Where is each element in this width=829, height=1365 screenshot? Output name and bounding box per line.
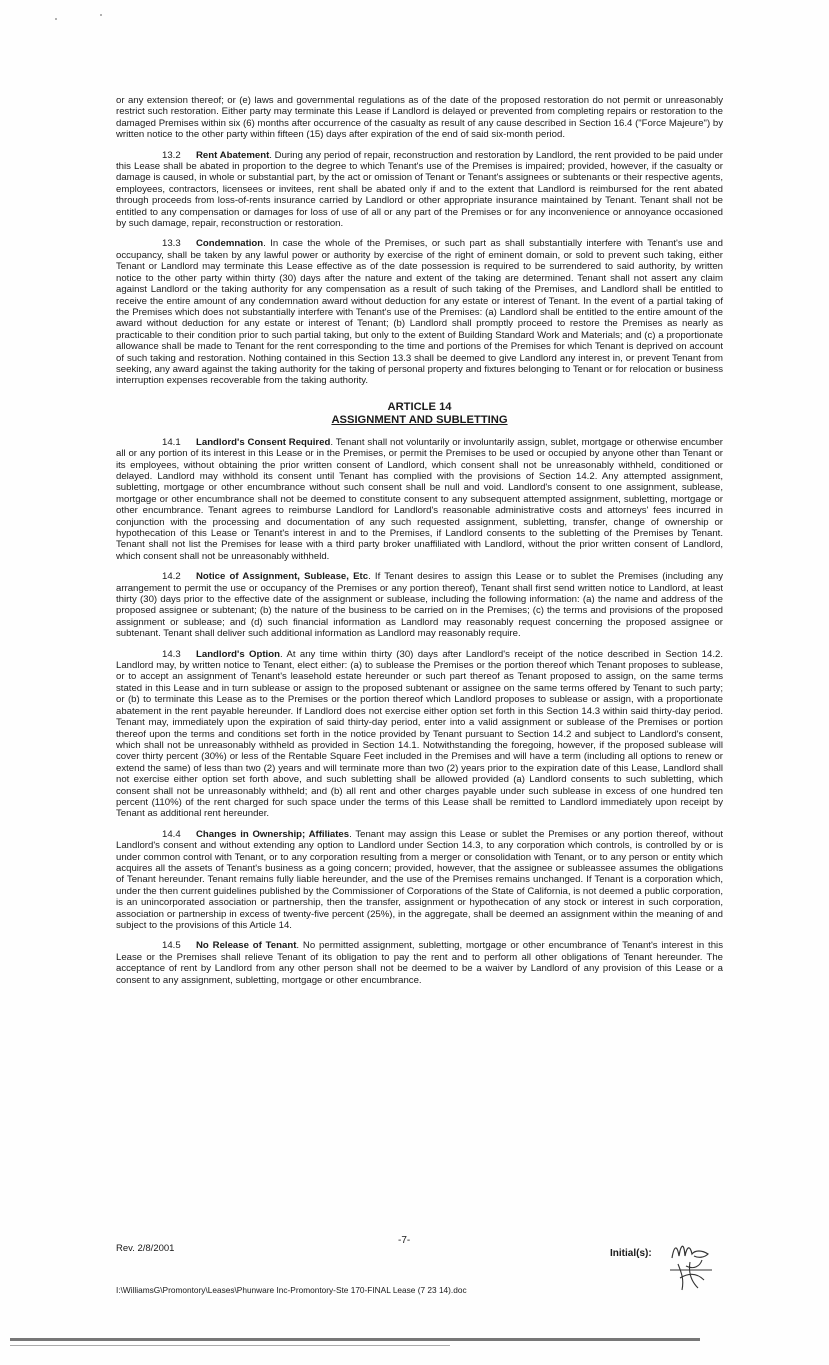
section-13-2: 13.2 Rent Abatement. During any period of repair, reconstruction and restoration by Landlord, the rent provided to be paid under this Lease shall be abated in proportion to the degree to which Tenant's use of the Premises is impaired; provided, however, if the casualty or damage is caused, in whole or substantial part, by the act or omission of Tenant or Tenant's assignees or subtenants or their respective agents, employees, contractors, licensees or invitees, rent shall be abated only if and to the extent that Landlord is reimbursed for the rent abated through proceeds from loss-of-rents insurance carried by Landlord or other appropriate insurance maintained by Tenant. Tenant shall not be entitled to any compensation or damages for loss of use of all or any part of the Premises or for any inconvenience or annoyance occasioned by such damage, repair, reconstruction or restoration. xyxy=(116,149,723,230)
article-heading xyxy=(116,401,723,427)
section-text: During any period of repair, reconstruction and restoration by Landlord, the rent provided to be paid under this Lease shall be abated in proportion to the degree to which Tenant's use of the Premises is impaired; provided, however, if the casualty or damage is caused, in whole or substantial part, by the act or omission of Tenant or Tenant's assignees or subtenants or their respective agents, employees, contractors, licensees or invitees, rent shall be abated only if and to the extent that Landlord is reimbursed for the rent abated through proceeds from loss-of-rents insurance carried by Landlord or other appropriate insurance maintained by Tenant. Tenant shall not be entitled to any compensation or damages for loss of use of all or any part of the Premises or for any inconvenience or annoyance occasioned by such damage, repair, reconstruction or restoration. xyxy=(116,149,723,230)
section-heading: No Release of Tenant xyxy=(196,940,297,952)
section-14-5: 14.5 No Release of Tenant. No permitted assignment, subletting, mortgage or other encumbrance of Tenant's interest in this Lease or the Premises shall relieve Tenant of its obligation to pay the rent and to perform all other obligations of Tenant hereunder. The acceptance of rent by Landlord from any other person shall not be deemed to be a waiver by Landlord of any provision of this Lease or a consent to any assignment, subletting, mortgage or other encumbrance. xyxy=(116,940,723,986)
section-heading: Landlord's Option xyxy=(196,648,280,660)
section-text: If Tenant desires to assign this Lease or to sublet the Premises (including any arrangement to permit the use or occupancy of the Premises or any portion thereof), Tenant shall first send written notice to Landlord, at least thirty (30) days prior to the effective date of the assignment or sublease, including the following information: (a) the name and address of the proposed assignee or subtenant; (b) the nature of the business to be carried on in the Premises; (c) the terms and provisions of the proposed assignment or sublease; and (d) such financial information as Landlord may reasonably request concerning the proposed assignee or subtenant. Tenant shall deliver such additional information as Landlord may reasonably require. xyxy=(116,571,723,640)
file-path: I:\WilliamsG\Promontory\Leases\Phunware Inc-Promontory-Ste 170-FINAL Lease (7 23 14).doc xyxy=(116,1285,467,1295)
section-number: 13.2 xyxy=(162,149,181,161)
section-text: Tenant may assign this Lease or sublet the Premises or any portion thereof, without Landlord's consent and without extending any option to Landlord under Section 14.3, to any corporation which controls, is controlled by or is under common control with Tenant, or to any corporation resulting from a merger or consolidation with Tenant, or to any person or entity which acquires all the assets of Tenant's business as a going concern; provided, however, that the assignee or subleassee assumes the obligations of Tenant hereunder. Tenant remains fully liable hereunder, and the use of the Premises remains unchanged. If Tenant is a corporation which, under the then current guidelines published by the Commissioner of Corporations of the State of California, is not deemed a public corporation, is an unincorporated association or partnership, then the transfer, assignment or hypothecation of any stock or interest in such corporation, association or partnership in excess of twenty-five percent (25%), in the aggregate, shall be deemed an assignment within the meaning of and subject to the provisions of this Article 14. xyxy=(116,828,723,931)
section-heading: Notice of Assignment, Sublease, Etc xyxy=(196,571,369,583)
section-text: In case the whole of the Premises, or such part as shall substantially interfere with Tenant's use and occupancy, shall be taken by any lawful power or authority by exercise of the right of eminent domain, or sold to prevent such taking, either Tenant or Landlord may terminate this Lease effective as of the date possession is required to be surrendered to said authority, by written notice to the other party within thirty (30) days after the nature and extent of the taking are determined. Tenant shall not assert any claim against Landlord or the taking authority for any compensation as a result of such taking of the Premises, and Landlord shall be entitled to receive the entire amount of any condemnation award without deduction for any estate or interest of Tenant. In the event of a partial taking of the Premises which does not substantially interfere with Tenant's use of the Premises: (a) Landlord shall be entitled to the entire amount of the award without deduction for any estate or interest of Tenant; (b) Landlord shall promptly proceed to restore the Premises as nearly as practicable to their condition prior to such partial taking, but only to the extent of Building Standard Work and Materials; and (c) a proportionate allowance shall be made to Tenant for the rent corresponding to the time and portions of the Premises for which Tenant is deprived on account of such taking and restoration. Nothing contained in this Section 13.3 shall be deemed to give Landlord any interest in, or prevent Tenant from seeking, any award against the taking authority for the taking of personal property and fixtures belonging to Tenant or for relocation or business interruption expenses recoverable from the taking authority. xyxy=(116,238,723,387)
section-heading: Landlord's Consent Required xyxy=(196,436,331,448)
section-heading: Rent Abatement xyxy=(196,149,270,161)
document-page xyxy=(116,95,723,995)
section-14-2: 14.2 Notice of Assignment, Sublease, Etc. If Tenant desires to assign this Lease or to sublet the Premises (including any arrangement to permit the use or occupancy of the Premises or any portion thereof), Tenant shall first send written notice to Landlord, at least thirty (30) days prior to the effective date of the assignment or sublease, including the following information: (a) the name and address of the proposed assignee or subtenant; (b) the nature of the business to be carried on in the Premises; (c) the terms and provisions of the proposed assignment or sublease; and (d) such financial information as Landlord may reasonably request concerning the proposed assignee or subtenant. Tenant shall deliver such additional information as Landlord may reasonably require. xyxy=(116,571,723,640)
section-text: Tenant shall not voluntarily or involuntarily assign, sublet, mortgage or otherwise encumber all or any portion of its interest in this Lease or in the Premises, or permit the Premises to be used or occupied by anyone other than Tenant or its employees, without obtaining the prior written consent of Landlord, which consent shall not be unreasonably withheld, conditioned or delayed. Landlord may withhold its consent until Tenant has complied with the provisions of Section 14.2. Any attempted assignment, subletting, mortgage or other encumbrance without such consent shall be null and void. Landlord's consent to one assignment, sublease, mortgage or other encumbrance shall not be deemed to constitute consent to any subsequent attempted assignment, subletting, mortgage or other encumbrance. Tenant agrees to reimburse Landlord for Landlord's reasonable administrative costs and attorneys' fees incurred in conjunction with the processing and documentation of any such requested assignment, subletting, transfer, change of ownership or hypothecation of this Lease or Tenant's interest in and to the Premises, if Landlord consents to the subletting of the Premises by Tenant. Tenant shall not list the Premises for lease with a third party broker unaffiliated with Landlord, without the prior written consent of Landlord, which consent shall not be unreasonably withheld. xyxy=(116,436,723,562)
section-number: 14.2 xyxy=(162,571,181,583)
article-title: ASSIGNMENT AND SUBLETTING xyxy=(331,413,508,426)
paragraph-text: or any extension thereof; or (e) laws and governmental regulations as of the date of the proposed restoration do not permit or unreasonably restrict such restoration. Either party may terminate this Lease if Landlord is delayed or prevented from completing repairs or restoration to the damaged Premises within six (6) months after occurrence of the casualty as result of any cause described in Section 16.4 ("Force Majeure") by written notice to the other party within fifteen (15) days after expiration of the end of said six-month period. xyxy=(116,95,723,141)
page-number: -7- xyxy=(398,1235,411,1246)
section-number: 13.3 xyxy=(162,238,181,250)
section-14-4: 14.4 Changes in Ownership; Affiliates. Tenant may assign this Lease or sublet the Premises or any portion thereof, without Landlord's consent and without extending any option to Landlord under Section 14.3, to any corporation which controls, is controlled by or is under common control with Tenant, or to any corporation resulting from a merger or consolidation with Tenant, or to any person or entity which acquires all the assets of Tenant's business as a going concern; provided, however, that the assignee or subleassee assumes the obligations of Tenant hereunder. Tenant remains fully liable hereunder, and the use of the Premises remains unchanged. If Tenant is a corporation which, under the then current guidelines published by the Commissioner of Corporations of the State of California, is not deemed a public corporation, is an unincorporated association or partnership, then the transfer, assignment or hypothecation of any stock or interest in such corporation, association or partnership in excess of twenty-five percent (25%), in the aggregate, shall be deemed an assignment within the meaning of and subject to the provisions of this Article 14. xyxy=(116,828,723,931)
initials-label: Initial(s): xyxy=(610,1248,652,1259)
revision-date: Rev. 2/8/2001 xyxy=(116,1243,175,1254)
section-number: 14.5 xyxy=(162,940,181,952)
section-text: No permitted assignment, subletting, mortgage or other encumbrance of Tenant's interest in this Lease or the Premises shall relieve Tenant of its obligation to pay the rent and to perform all other obligations of Tenant hereunder. The acceptance of rent by Landlord from any other person shall not be deemed to be a waiver by Landlord of any provision of this Lease or a consent to any assignment, subletting, mortgage or other encumbrance. xyxy=(116,940,723,986)
article-number: ARTICLE 14 xyxy=(387,400,452,413)
section-heading: Condemnation xyxy=(196,238,264,250)
scan-speck xyxy=(100,14,102,16)
scan-speck xyxy=(55,18,57,20)
scan-edge-line xyxy=(10,1338,700,1341)
scan-edge-line xyxy=(10,1345,450,1346)
section-14-3: 14.3 Landlord's Option. At any time within thirty (30) days after Landlord's receipt of the notice described in Section 14.2. Landlord may, by written notice to Tenant, elect either: (a) to sublease the Premises or the portion thereof which Tenant proposes to sublease, or to accept an assignment of Tenant's leasehold estate hereunder or such part thereof as Tenant proposed to assign, on the same terms stated in this Lease and in turn sublease or assign to the proposed subtenant or assignee on the same terms offered by Tenant to such party; or (b) to terminate this Lease as to the Premises or the portion thereof which Landlord proposes to sublease or assign, with a proportionate abatement in the rent payable hereunder. If Landlord does not exercise either option set forth in this Section 14.3 within said thirty-day period. Tenant may, immediately upon the expiration of said thirty-day period, enter into a valid assignment or sublease of the Premises or portion thereof upon the terms and conditions set forth in the notice provided by Tenant pursuant to Section 14.2 and subject to Landlord's consent, which shall not be unreasonably withheld as provided in Section 14.1. Notwithstanding the foregoing, however, if the proposed sublease will cover thirty percent (30%) or less of the Rentable Square Feet included in the Premises and will have a term (including all options to renew or extend the same) of less than two (2) years and will terminate more than two (2) years prior to the expiration date of this Lease, Landlord shall not exercise either option set forth above, and such subletting shall be allowed provided (a) Landlord consents to such subletting, which consent shall not be unreasonably withheld; and (b) all rent and other charges payable under such sublease in excess of one hundred ten percent (110%) of the rent charged for such space under the terms of this Lease shall be remitted to Landlord immediately upon receipt by Tenant as additional rent hereunder. xyxy=(116,648,723,820)
section-13-3: 13.3 Condemnation. In case the whole of the Premises, or such part as shall substantially interfere with Tenant's use and occupancy, shall be taken by any lawful power or authority by exercise of the right of eminent domain, or sold to prevent such taking, either Tenant or Landlord may terminate this Lease effective as of the date possession is required to be surrendered to said authority, by written notice to the other party within thirty (30) days after the nature and extent of the taking are determined. Tenant shall not assert any claim against Landlord or the taking authority for any compensation as a result of such taking of the Premises, and Landlord shall be entitled to receive the entire amount of any condemnation award without deduction for any estate or interest of Tenant. In the event of a partial taking of the Premises which does not substantially interfere with Tenant's use of the Premises: (a) Landlord shall be entitled to the entire amount of the award without deduction for any estate or interest of Tenant; (b) Landlord shall promptly proceed to restore the Premises as nearly as practicable to their condition prior to such partial taking, but only to the extent of Building Standard Work and Materials; and (c) a proportionate allowance shall be made to Tenant for the rent corresponding to the time and portions of the Premises for which Tenant is deprived on account of such taking and restoration. Nothing contained in this Section 13.3 shall be deemed to give Landlord any interest in, or prevent Tenant from seeking, any award against the taking authority for the taking of personal property and fixtures belonging to Tenant or for relocation or business interruption expenses recoverable from the taking authority. xyxy=(116,238,723,387)
section-number: 14.3 xyxy=(162,648,181,660)
section-heading: Changes in Ownership; Affiliates xyxy=(196,828,350,840)
initials-signature xyxy=(668,1236,716,1294)
section-text: At any time within thirty (30) days after Landlord's receipt of the notice described in Section 14.2. Landlord may, by written notice to Tenant, elect either: (a) to sublease the Premises or the portion thereof which Tenant proposes to sublease, or to accept an assignment of Tenant's leasehold estate hereunder or such part thereof as Tenant proposed to assign, on the same terms stated in this Lease and in turn sublease or assign to the proposed subtenant or assignee on the same terms offered by Tenant to such party; or (b) to terminate this Lease as to the Premises or the portion thereof which Landlord proposes to sublease or assign, with a proportionate abatement in the rent payable hereunder. If Landlord does not exercise either option set forth in this Section 14.3 within said thirty-day period. Tenant may, immediately upon the expiration of said thirty-day period, enter into a valid assignment or sublease of the Premises or portion thereof upon the terms and conditions set forth in the notice provided by Tenant pursuant to Section 14.2 and subject to Landlord's consent, which shall not be unreasonably withheld as provided in Section 14.1. Notwithstanding the foregoing, however, if the proposed sublease will cover thirty percent (30%) or less of the Rentable Square Feet included in the Premises and will have a term (including all options to renew or extend the same) of less than two (2) years and will terminate more than two (2) years prior to the expiration date of this Lease, Landlord shall not exercise either option set forth above, and such subletting shall be allowed provided (a) Landlord consents to such subletting, which consent shall not be unreasonably withheld; and (b) all rent and other charges payable under such sublease in excess of one hundred ten percent (110%) of the rent charged for such space under the terms of this Lease shall be remitted to Landlord immediately upon receipt by Tenant as additional rent hereunder. xyxy=(116,648,723,820)
section-14-1: 14.1 Landlord's Consent Required. Tenant shall not voluntarily or involuntarily assign, sublet, mortgage or otherwise encumber all or any portion of its interest in this Lease or in the Premises, or permit the Premises to be used or occupied by anyone other than Tenant or its employees, without obtaining the prior written consent of Landlord, which consent shall not be unreasonably withheld, conditioned or delayed. Landlord may withhold its consent until Tenant has complied with the provisions of Section 14.2. Any attempted assignment, subletting, mortgage or other encumbrance without such consent shall be null and void. Landlord's consent to one assignment, sublease, mortgage or other encumbrance shall not be deemed to constitute consent to any subsequent attempted assignment, subletting, mortgage or other encumbrance. Tenant agrees to reimburse Landlord for Landlord's reasonable administrative costs and attorneys' fees incurred in conjunction with the processing and documentation of any such requested assignment, subletting, transfer, change of ownership or hypothecation of this Lease or Tenant's interest in and to the Premises, if Landlord consents to the subletting of the Premises by Tenant. Tenant shall not list the Premises for lease with a third party broker unaffiliated with Landlord, without the prior written consent of Landlord, which consent shall not be unreasonably withheld. xyxy=(116,436,723,562)
paragraph-intro xyxy=(116,95,723,141)
section-number: 14.1 xyxy=(162,436,181,448)
section-number: 14.4 xyxy=(162,828,181,840)
